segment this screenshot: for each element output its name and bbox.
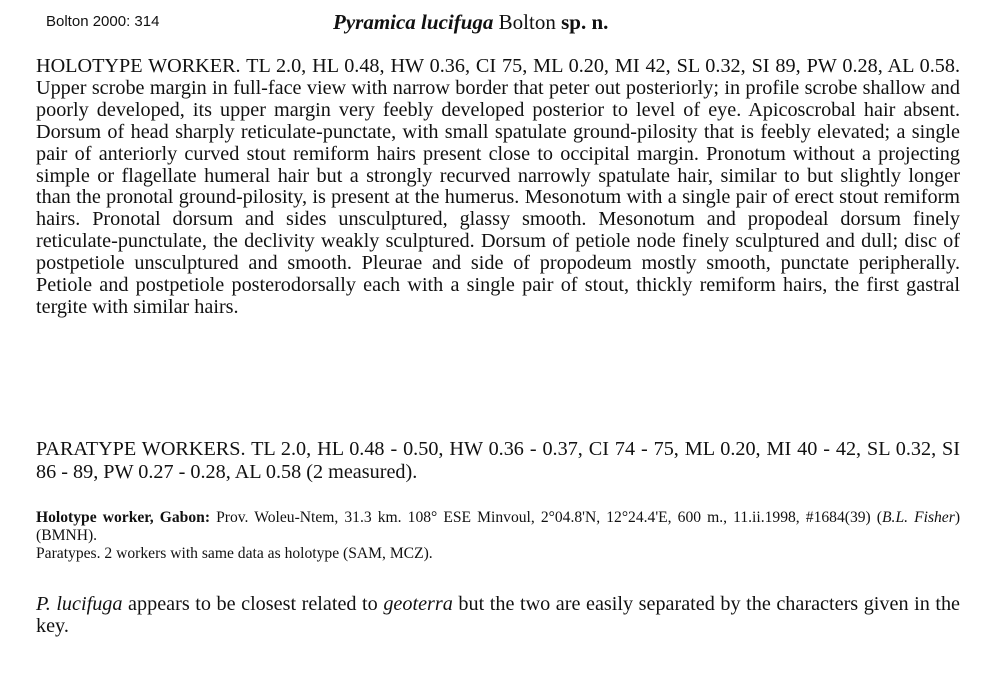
remark-related-species: geoterra [383,593,453,615]
remark-text-a: appears to be closest related to [122,593,384,615]
species-title [333,10,608,35]
collector-name: B.L. Fisher [882,509,955,526]
holotype-depository: ) (BMNH). [36,509,961,544]
species-status: sp. n. [561,10,609,34]
citation-label: Bolton 2000: 314 [46,13,160,30]
remark-species: P. lucifuga [36,593,123,615]
paratype-description: PARATYPE WORKERS. TL 2.0, HL 0.48 - 0.50, HW 0.36 - 0.37, CI 74 - 75, ML 0.20, MI 40 - 42, SL 0.32, SI 86 - 89, PW 0.27 - 0.28, AL 0.58 (2 measured). [36,438,960,483]
paratype-material: Paratypes. 2 workers with same data as holotype (SAM, MCZ). [36,545,433,562]
holotype-material [36,509,960,545]
species-author: Bolton [498,10,556,34]
holotype-locality: Prov. Woleu-Ntem, 31.3 km. 108° ESE Minvoul, 2°04.8'N, 12°24.4'E, 600 m., 11.ii.1998, #1684(39) ( [210,509,883,526]
holotype-material-lead: Holotype worker, Gabon: [36,509,211,526]
material-examined [36,509,960,563]
species-name: Pyramica lucifuga [333,10,494,34]
diagnostic-remark [36,594,960,637]
holotype-description: HOLOTYPE WORKER. TL 2.0, HL 0.48, HW 0.36, CI 75, ML 0.20, MI 42, SL 0.32, SI 89, PW 0.28, AL 0.58. Upper scrobe margin in full-face view with narrow border that peter out posteriorly; in profile scrobe shallow and poorly developed, its upper margin very feebly developed posterior to level of eye. Apicoscrobal hair absent. Dorsum of head sharply reticulate-punctate, with small spatulate ground-pilosity that is feebly elevated; a single pair of anteriorly curved stout remiform hairs present close to occipital margin. Pronotum without a projecting simple or flagellate humeral hair but a strongly recurved narrowly spatulate hair, similar to but slightly longer than the pronotal ground-pilosity, is present at the humerus. Mesonotum with a single pair of erect stout remiform hairs. Pronotal dorsum and sides unsculptured, glassy smooth. Mesonotum and propodeal dorsum finely reticulate-punctulate, the declivity weakly sculptured. Dorsum of petiole node finely sculptured and dull; disc of postpetiole unsculptured and smooth. Pleurae and side of propodeum mostly smooth, punctate peripherally. Petiole and postpetiole posterodorsally each with a single pair of stout, thickly remiform hairs, the first gastral tergite with similar hairs. [36,55,960,318]
remark-text-b: but the two are easily separated by the characters given in the key. [36,593,961,637]
